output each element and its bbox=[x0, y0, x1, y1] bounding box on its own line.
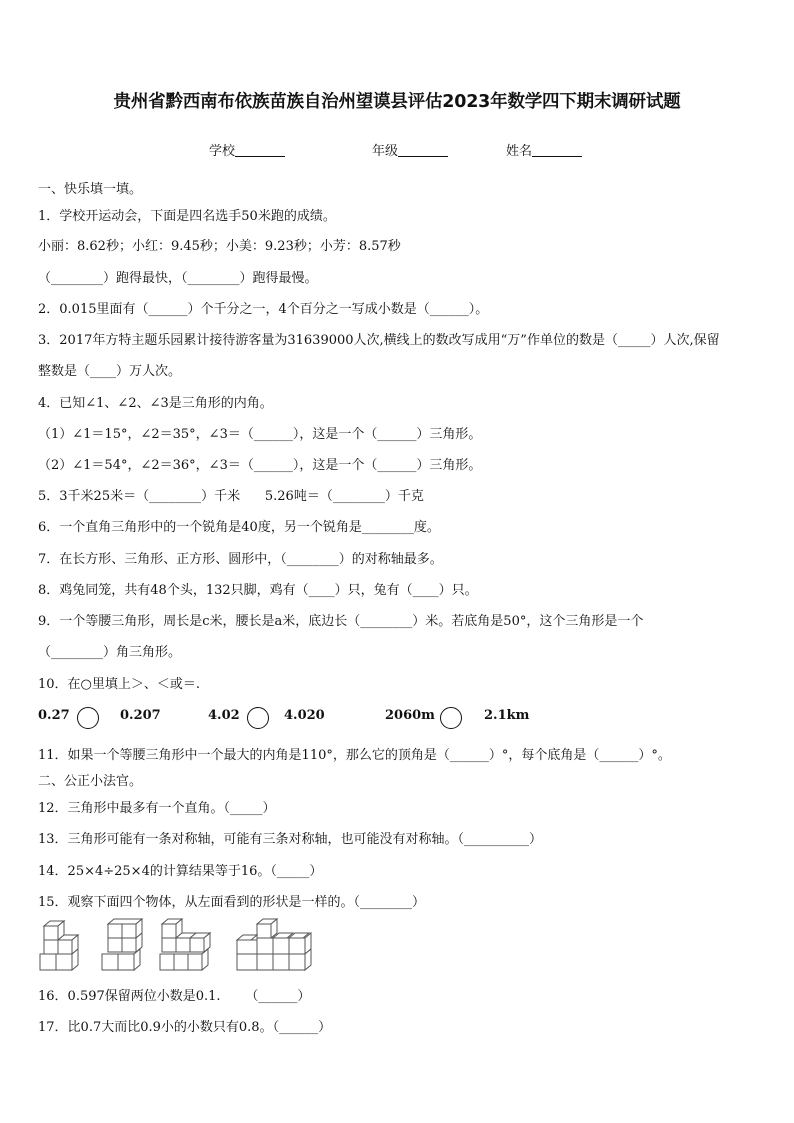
question-9-line-1: 9．一个等腰三角形，周长是c米，腰长是a米，底边长（________）米。若底角是50°，这个三角形是一个 bbox=[38, 614, 644, 629]
name-blank[interactable] bbox=[532, 142, 582, 157]
question-16: 16．0.597保留两位小数是0.1. （______） bbox=[38, 989, 311, 1004]
question-5: 5．3千米25米＝（________）千米 5.26吨＝（________）千克 bbox=[38, 489, 424, 504]
grade-field bbox=[372, 140, 448, 159]
question-1: 1．学校开运动会，下面是四名选手50米跑的成绩。 bbox=[38, 209, 336, 224]
question-14: 14．25×4÷25×4的计算结果等于16。（_____） bbox=[38, 864, 323, 879]
compare-value-3: 4.02 bbox=[208, 708, 240, 723]
compare-value-4: 4.020 bbox=[284, 708, 325, 723]
question-17: 17．比0.7大而比0.9小的小数只有0.8。（______） bbox=[38, 1020, 332, 1035]
question-9-line-2: （________）角三角形。 bbox=[38, 645, 182, 660]
compare-value-1: 0.27 bbox=[38, 708, 70, 723]
question-4-part-2: （2）∠1＝54°，∠2＝36°，∠3＝（______），这是一个（______）三角形。 bbox=[38, 458, 482, 473]
question-6: 6．一个直角三角形中的一个锐角是40度，另一个锐角是________度。 bbox=[38, 520, 440, 535]
question-4-part-1: （1）∠1＝15°，∠2＝35°，∠3＝（______），这是一个（______）三角形。 bbox=[38, 427, 482, 442]
question-3-line-1: 3．2017年方特主题乐园累计接待游客量为31639000人次,横线上的数改写成用“万”作单位的数是（_____）人次,保留 bbox=[38, 333, 720, 348]
question-7: 7．在长方形、三角形、正方形、圆形中，（________）的对称轴最多。 bbox=[38, 552, 443, 567]
question-13: 13．三角形可能有一条对称轴，可能有三条对称轴，也可能没有对称轴。（__________） bbox=[38, 832, 543, 847]
grade-blank[interactable] bbox=[398, 142, 448, 157]
compare-value-5: 2060m bbox=[385, 708, 435, 723]
section-heading-1: 一、快乐填一填。 bbox=[38, 182, 143, 197]
school-label: 学校 bbox=[209, 144, 236, 159]
compare-value-6: 2.1km bbox=[484, 708, 530, 723]
question-12: 12．三角形中最多有一个直角。（_____） bbox=[38, 801, 276, 816]
compare-circle-1[interactable] bbox=[77, 707, 99, 729]
question-8: 8．鸡兔同笼，共有48个头，132只脚，鸡有（____）只，兔有（____）只。 bbox=[38, 583, 478, 598]
compare-circle-3[interactable] bbox=[440, 707, 462, 729]
question-1-data: 小丽：8.62秒；小红：9.45秒；小美：9.23秒；小芳：8.57秒 bbox=[38, 239, 401, 254]
name-field bbox=[506, 140, 582, 159]
compare-value-2: 0.207 bbox=[120, 708, 161, 723]
section-heading-2: 二、公正小法官。 bbox=[38, 774, 143, 789]
cube-stack-icon-4 bbox=[235, 918, 321, 976]
question-10: 10．在○里填上＞、＜或＝. bbox=[38, 677, 201, 692]
question-11: 11．如果一个等腰三角形中一个最大的内角是110°，那么它的顶角是（______）°，每个底角是（______）°。 bbox=[38, 748, 671, 763]
cube-stack-icon-1 bbox=[38, 918, 88, 976]
page-title: 贵州省黔西南布依族苗族自治州望谟县评估2023年数学四下期末调研试题 bbox=[113, 92, 681, 112]
cube-stack-icon-3 bbox=[158, 918, 220, 976]
question-1-answer: （________）跑得最快，（________）跑得最慢。 bbox=[38, 271, 318, 286]
question-15: 15．观察下面四个物体，从左面看到的形状是一样的。（________） bbox=[38, 895, 426, 910]
cube-stack-icon-2 bbox=[100, 918, 150, 976]
school-field bbox=[209, 140, 285, 159]
name-label: 姓名 bbox=[506, 144, 533, 159]
question-3-line-2: 整数是（____）万人次。 bbox=[38, 364, 182, 379]
question-2: 2．0.015里面有（______）个千分之一，4个百分之一写成小数是（______）。 bbox=[38, 302, 489, 317]
grade-label: 年级 bbox=[372, 144, 399, 159]
question-4: 4．已知∠1、∠2、∠3是三角形的内角。 bbox=[38, 396, 273, 411]
compare-circle-2[interactable] bbox=[247, 707, 269, 729]
school-blank[interactable] bbox=[235, 142, 285, 157]
